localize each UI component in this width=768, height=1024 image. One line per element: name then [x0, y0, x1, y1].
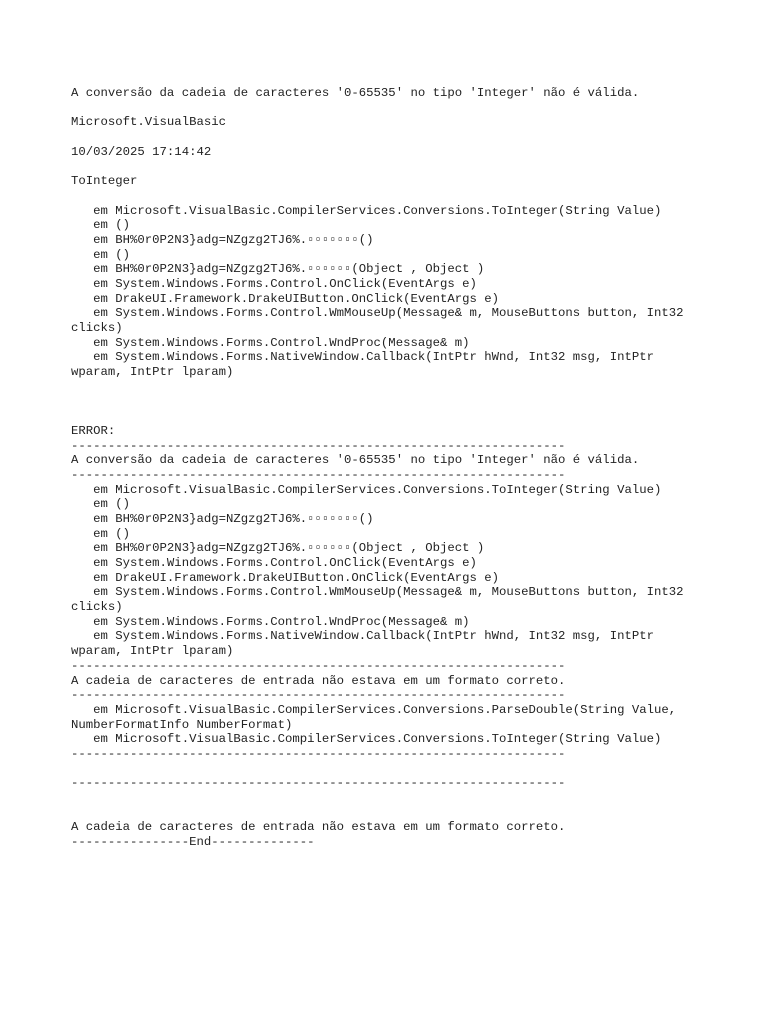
stack-line: wparam, IntPtr lparam): [71, 644, 234, 659]
stack-line: em Microsoft.VisualBasic.CompilerServices.Conversions.ToInteger(String Value): [71, 482, 662, 497]
spacer: [71, 189, 711, 204]
stack-line: em BH%0r0P2N3}adg=NZgzg2TJ6%.▫▫▫▫▫▫▫(): [71, 232, 374, 247]
header-source: Microsoft.VisualBasic: [71, 115, 226, 130]
stack-line: em BH%0r0P2N3}adg=NZgzg2TJ6%.▫▫▫▫▫▫(Object , Object ): [71, 262, 485, 277]
stack-line: em System.Windows.Forms.Control.WmMouseUp(Message& m, MouseButtons button, Int32: [71, 585, 684, 600]
stack-line: NumberFormatInfo NumberFormat): [71, 717, 293, 732]
stack-line: em System.Windows.Forms.Control.WmMouseUp(Message& m, MouseButtons button, Int32: [71, 306, 684, 321]
error-message: A conversão da cadeia de caracteres '0-65535' no tipo 'Integer' não é válida.: [71, 453, 640, 468]
error-log-document: [71, 86, 711, 850]
spacer: [71, 409, 711, 424]
stack-trace: [71, 204, 711, 380]
spacer: [71, 806, 711, 821]
error-stack-trace: [71, 483, 711, 659]
stack-line: em System.Windows.Forms.Control.OnClick(EventArgs e): [71, 276, 477, 291]
stack-line: clicks): [71, 321, 123, 335]
header-method: ToInteger: [71, 174, 138, 189]
end-marker: ----------------End--------------: [71, 835, 315, 850]
error-label: ERROR:: [71, 423, 116, 438]
spacer: [71, 159, 711, 174]
separator: -------------------------------------------------------------------: [71, 688, 566, 703]
stack-line: em System.Windows.Forms.Control.WndProc(Message& m): [71, 335, 470, 350]
stack-line: em DrakeUI.Framework.DrakeUIButton.OnClick(EventArgs e): [71, 291, 500, 306]
header-timestamp: 10/03/2025 17:14:42: [71, 144, 212, 159]
separator: -------------------------------------------------------------------: [71, 438, 566, 453]
header-message: A conversão da cadeia de caracteres '0-65535' no tipo 'Integer' não é válida.: [71, 86, 640, 100]
stack-line: clicks): [71, 600, 123, 615]
stack-line: em (): [71, 218, 131, 233]
spacer: [71, 380, 711, 395]
spacer: [71, 394, 711, 409]
inner-error-message: A cadeia de caracteres de entrada não estava em um formato correto.: [71, 673, 566, 688]
stack-line: em BH%0r0P2N3}adg=NZgzg2TJ6%.▫▫▫▫▫▫▫(): [71, 511, 374, 526]
stack-line: em System.Windows.Forms.NativeWindow.Callback(IntPtr hWnd, Int32 msg, IntPtr: [71, 350, 654, 365]
stack-line: em System.Windows.Forms.NativeWindow.Callback(IntPtr hWnd, Int32 msg, IntPtr: [71, 629, 654, 644]
stack-line: em BH%0r0P2N3}adg=NZgzg2TJ6%.▫▫▫▫▫▫(Object , Object ): [71, 541, 485, 556]
stack-line: em Microsoft.VisualBasic.CompilerServices.Conversions.ParseDouble(String Value,: [71, 702, 677, 717]
stack-line: em (): [71, 526, 131, 541]
spacer: [71, 101, 711, 116]
spacer: [71, 762, 711, 777]
stack-line: wparam, IntPtr lparam): [71, 365, 234, 380]
spacer: [71, 791, 711, 806]
separator: -------------------------------------------------------------------: [71, 467, 566, 482]
inner-stack-trace: [71, 703, 711, 747]
stack-line: em Microsoft.VisualBasic.CompilerServices.Conversions.ToInteger(String Value): [71, 732, 662, 747]
separator: -------------------------------------------------------------------: [71, 776, 566, 791]
stack-line: em System.Windows.Forms.Control.OnClick(EventArgs e): [71, 556, 477, 570]
stack-line: em Microsoft.VisualBasic.CompilerServices.Conversions.ToInteger(String Value): [71, 203, 662, 218]
stack-line: em (): [71, 247, 131, 262]
spacer: [71, 130, 711, 145]
stack-line: em DrakeUI.Framework.DrakeUIButton.OnClick(EventArgs e): [71, 570, 500, 585]
footer-message: A cadeia de caracteres de entrada não estava em um formato correto.: [71, 820, 566, 835]
stack-line: em (): [71, 497, 131, 512]
stack-line: em System.Windows.Forms.Control.WndProc(Message& m): [71, 614, 470, 629]
separator: -------------------------------------------------------------------: [71, 658, 566, 673]
separator: -------------------------------------------------------------------: [71, 746, 566, 761]
